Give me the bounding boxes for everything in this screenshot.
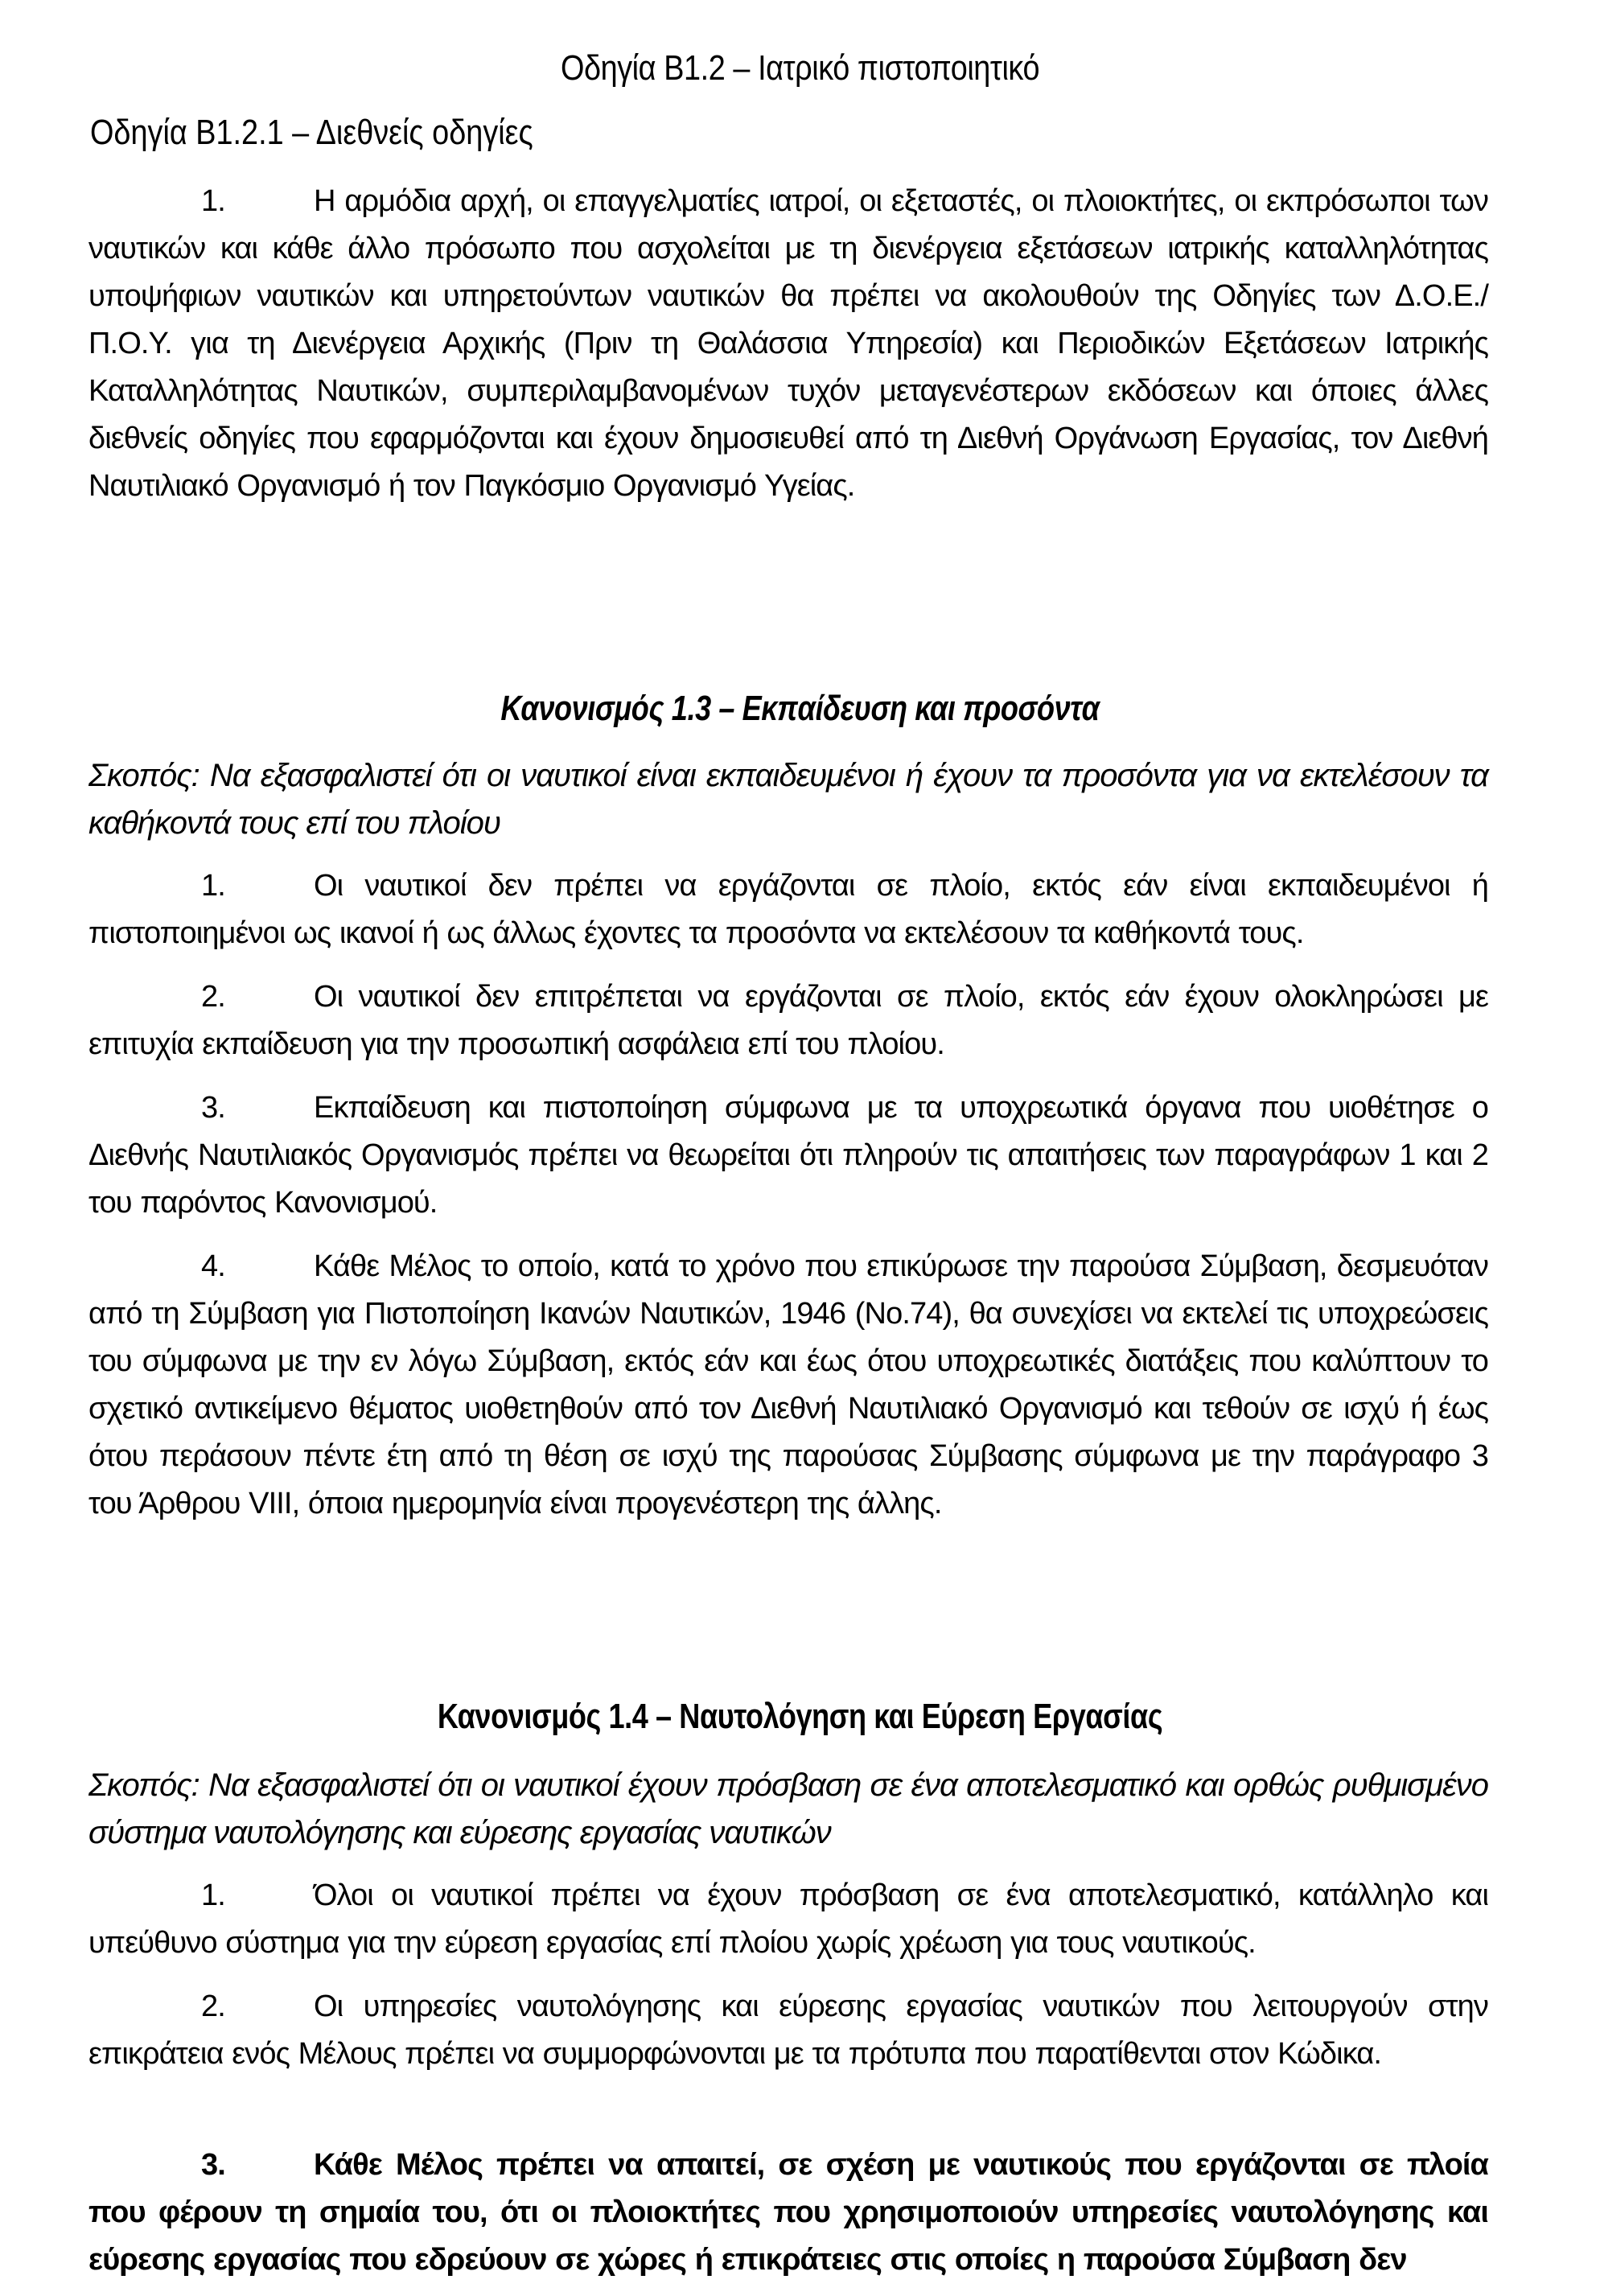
- paragraph-number: 4.: [201, 1249, 225, 1283]
- regulation-1-3-heading: Κανονισμός 1.3 – Εκπαίδευση και προσόντα: [500, 689, 1100, 728]
- paragraph-text: Οι υπηρεσίες ναυτολόγησης και εύρεσης εργασίας ναυτικών που λειτουργούν στην επικράτεια ενός Μέλους πρέπει να συμμορφώνονται με τα πρότυπα που παρατίθενται στον Κώδικα.: [88, 1989, 1488, 2071]
- paragraph-1-3-3: [88, 1084, 1488, 1227]
- paragraph-1-4-1: [88, 1872, 1488, 1967]
- document-title: Οδηγία Β1.2 – Ιατρικό πιστοποιητικό: [560, 48, 1040, 88]
- paragraph-number: 1.: [201, 1878, 225, 1912]
- regulation-1-4-heading: Κανονισμός 1.4 – Ναυτολόγηση και Εύρεση Εργασίας: [437, 1697, 1163, 1736]
- paragraph-text: Οι ναυτικοί δεν επιτρέπεται να εργάζονται σε πλοίο, εκτός εάν έχουν ολοκληρώσει με επιτυχία εκπαίδευση για την προσωπική ασφάλεια επί του πλοίου.: [88, 980, 1488, 1061]
- regulation-1-4-purpose: Σκοπός: Να εξασφαλιστεί ότι οι ναυτικοί έχουν πρόσβαση σε ένα αποτελεσματικό και ορθώς ρυθμισμένο σύστημα ναυτολόγησης και εύρεσης εργασίας ναυτικών: [88, 1767, 1488, 1850]
- paragraph-1-4-3: [88, 2142, 1488, 2284]
- paragraph-1-3-2: [88, 973, 1488, 1068]
- paragraph-text: Όλοι οι ναυτικοί πρέπει να έχουν πρόσβαση σε ένα αποτελεσματικό, κατάλληλο και υπεύθυνο σύστημα για την εύρεση εργασίας επί πλοίου χωρίς χρέωση για τους ναυτικούς.: [88, 1878, 1488, 1960]
- paragraph-number: 2.: [201, 1989, 225, 2023]
- regulation-1-3-purpose: Σκοπός: Να εξασφαλιστεί ότι οι ναυτικοί είναι εκπαιδευμένοι ή έχουν τα προσόντα για να εκτελέσουν τα καθήκοντά τους επί του πλοίου: [88, 758, 1488, 841]
- paragraph-number: 3.: [201, 1091, 225, 1125]
- paragraph-text: Κάθε Μέλος το οποίο, κατά το χρόνο που επικύρωσε την παρούσα Σύμβαση, δεσμευόταν από τη Σύμβαση για Πιστοποίηση Ικανών Ναυτικών, 1946 (Νο.74), θα συνεχίσει να εκτελεί τις υποχρεώσεις του σύμφωνα με την εν λόγω Σύμβαση, εκτός εάν και έως ότου υποχρεωτικές διατάξεις που καλύπτουν το σχετικό αντικείμενο θέματος υιοθετηθούν από τον Διεθνή Ναυτιλιακό Οργανισμό και τεθούν σε ισχύ ή έως ότου περάσουν πέντε έτη από τη θέση σε ισχύ της παρούσας Σύμβασης σύμφωνα με την παράγραφο 3 του Άρθρου VIII, όποια ημερομηνία είναι προγενέστερη της άλλης.: [88, 1249, 1488, 1520]
- paragraph-text: Η αρμόδια αρχή, οι επαγγελματίες ιατροί, οι εξεταστές, οι πλοιοκτήτες, οι εκπρόσωποι των ναυτικών και κάθε άλλο πρόσωπο που ασχολείται με τη διενέργεια εξετάσεων ιατρικής καταλληλότητας υποψήφιων ναυτικών και υπηρετούντων ναυτικών θα πρέπει να ακολουθούν της Οδηγίες των Δ.Ο.Ε./ Π.Ο.Υ. για τη Διενέργεια Αρχικής (Πριν τη Θαλάσσια Υπηρεσία) και Περιοδικών Εξετάσεων Ιατρικής Καταλληλότητας Ναυτικών, συμπεριλαμβανομένων τυχόν μεταγενέστερων εκδόσεων και όποιες άλλες διεθνείς οδηγίες που εφαρμόζονται και έχουν δημοσιευθεί από τη Διεθνή Οργάνωση Εργασίας, τον Διεθνή Ναυτιλιακό Οργανισμό ή τον Παγκόσμιο Οργανισμό Υγείας.: [88, 184, 1488, 503]
- paragraph-1-4-2: [88, 1983, 1488, 2078]
- paragraph-number: 2.: [201, 980, 225, 1014]
- paragraph-text: Οι ναυτικοί δεν πρέπει να εργάζονται σε πλοίο, εκτός εάν είναι εκπαιδευμένοι ή πιστοποιημένοι ως ικανοί ή ως άλλως έχοντες τα προσόντα να εκτελέσουν τα καθήκοντά τους.: [88, 869, 1488, 950]
- section-subtitle: Οδηγία Β1.2.1 – Διεθνείς οδηγίες: [90, 113, 533, 152]
- paragraph-b121-1: [88, 178, 1488, 510]
- paragraph-number: 1.: [201, 184, 225, 218]
- paragraph-1-3-1: [88, 862, 1488, 957]
- paragraph-number: 1.: [201, 869, 225, 903]
- paragraph-number: 3.: [201, 2148, 225, 2182]
- paragraph-text: Εκπαίδευση και πιστοποίηση σύμφωνα με τα υποχρεωτικά όργανα που υιοθέτησε ο Διεθνής Ναυτιλιακός Οργανισμός πρέπει να θεωρείται ότι πληρούν τις απαιτήσεις των παραγράφων 1 και 2 του παρόντος Κανονισμού.: [88, 1091, 1488, 1220]
- paragraph-1-3-4: [88, 1243, 1488, 1528]
- paragraph-text: Κάθε Μέλος πρέπει να απαιτεί, σε σχέση με ναυτικούς που εργάζονται σε πλοία που φέρουν τη σημαία του, ότι οι πλοιοκτήτες που χρησιμοποιούν υπηρεσίες ναυτολόγησης και εύρεσης εργασίας που εδρεύουν σε χώρες ή επικράτειες στις οποίες η παρούσα Σύμβαση δεν: [88, 2148, 1488, 2277]
